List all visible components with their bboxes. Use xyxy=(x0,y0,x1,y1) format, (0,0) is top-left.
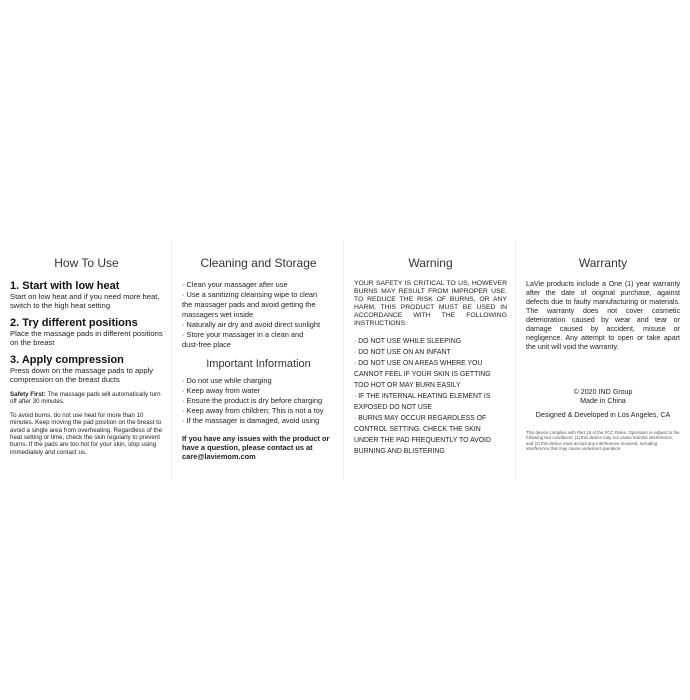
warranty-title: Warranty xyxy=(578,256,628,270)
step-2 xyxy=(10,317,163,347)
warning-panel xyxy=(344,240,516,480)
step-heading: 2. Try different positions xyxy=(10,317,138,329)
step-body: Place the massage pads in different positions on the breast xyxy=(10,329,163,347)
list-item: · Ensure the product is dry before charging xyxy=(182,396,323,405)
cleaning-panel xyxy=(172,240,344,480)
step-heading: 1. Start with low heat xyxy=(10,280,120,292)
list-item: · If the massager is damaged, avoid using xyxy=(182,416,320,425)
made-in: Made in China xyxy=(580,397,626,405)
step-heading: 3. Apply compression xyxy=(10,354,124,366)
list-item: TOO HOT OR MAY BURN EASILY xyxy=(354,382,461,389)
list-item: CANNOT FEEL IF YOUR SKIN IS GETTING xyxy=(354,371,491,378)
list-item: · IF THE INTERNAL HEATING ELEMENT IS xyxy=(354,393,491,400)
safety-text: The massage pads will automatically turn off after 30 minutes. xyxy=(10,391,161,406)
list-item: · Keep away from water xyxy=(182,386,261,395)
instruction-strip xyxy=(0,240,690,480)
step-3 xyxy=(10,354,163,384)
list-item: the massager pads and avoid getting the xyxy=(182,300,316,309)
step-body: Start on low heat and if you need more heat, switch to the high heat setting xyxy=(10,292,160,310)
step-1 xyxy=(10,280,163,310)
important-info-list xyxy=(182,376,335,426)
list-item: CONTROL SETTING. CHECK THE SKIN xyxy=(354,426,481,433)
safety-label: Safety First: xyxy=(10,391,46,398)
list-item: · Use a sanitizing cleansing wipe to clean xyxy=(182,290,318,299)
list-item: UNDER THE PAD FREQUENTLY TO AVOID xyxy=(354,437,491,444)
important-info-title: Important Information xyxy=(206,358,311,370)
designed-in: Designed & Developed in Los Angeles, CA xyxy=(535,411,671,419)
list-item: massagers wet inside xyxy=(182,310,254,319)
list-item: dust-free place xyxy=(182,340,231,349)
contact-text: If you have any issues with the product or have a question, please contact us at care@laviemom.com xyxy=(182,434,330,461)
list-item: BURNING AND BLISTERING xyxy=(354,448,445,455)
safety-note xyxy=(10,391,163,406)
cleaning-list xyxy=(182,280,335,350)
list-item: · Naturally air dry and avoid direct sunlight xyxy=(182,320,321,329)
burn-warning-text: To avoid burns, do not use heat for more than 10 minutes. Keep moving the pad position on the breast to avoid a single area from overheating. Regardless of the heat setting or time, check the skin regularly to prevent burns. If the pads are too hot for your skin, stop using immediately and contact us. xyxy=(10,411,163,456)
fcc-statement: This device complies with Part 15 of the FCC Rules. Operation is subject to the following two conditions: (1) this device may not cause harmful interference, and (2) this device must accept any interference received, including interference that may cause undesired operation. xyxy=(526,430,680,452)
warranty-panel xyxy=(516,240,688,480)
list-item: · Store your massager in a clean and xyxy=(182,330,304,339)
how-to-use-panel xyxy=(0,240,172,480)
step-body: Press down on the massage pads to apply compression on the breast ducts xyxy=(10,366,154,384)
warranty-text: LaVie products include a One (1) year warranty after the date of original purchase, against defects due to faulty manufacturing or materials. The warranty does not cover cosmetic deterioration caused by wear and tear or damage caused by accident, misuse or negligence. Any attempt to open or take apart the unit will void the warranty. xyxy=(526,280,680,351)
warning-intro: YOUR SAFETY IS CRITICAL TO US, HOWEVER BURNS MAY RESULT FROM IMPROPER USE. TO REDUCE THE RISK OF BURNS, OR ANY HARM, THIS PRODUCT MUST BE USED IN ACCORDANCE WITH THE FOLLOWING INSTRUCTIONS: xyxy=(354,280,507,327)
how-to-use-title: How To Use xyxy=(54,256,119,270)
list-item: · DO NOT USE ON AN INFANT xyxy=(354,349,451,356)
list-item: · Keep away from children; This is not a toy xyxy=(182,406,324,415)
list-item: EXPOSED DO NOT USE xyxy=(354,404,432,411)
warning-title: Warning xyxy=(408,256,453,270)
list-item: · DO NOT USE WHILE SLEEPING xyxy=(354,338,462,345)
list-item: · BURNS MAY OCCUR REGARDLESS OF xyxy=(354,415,487,422)
copyright: © 2020 IND Group xyxy=(573,388,633,396)
warning-list xyxy=(354,336,507,457)
list-item: · DO NOT USE ON AREAS WHERE YOU xyxy=(354,360,483,367)
list-item: · Clean your massager after use xyxy=(182,280,288,289)
list-item: · Do not use while charging xyxy=(182,376,272,385)
cleaning-title: Cleaning and Storage xyxy=(200,256,317,270)
